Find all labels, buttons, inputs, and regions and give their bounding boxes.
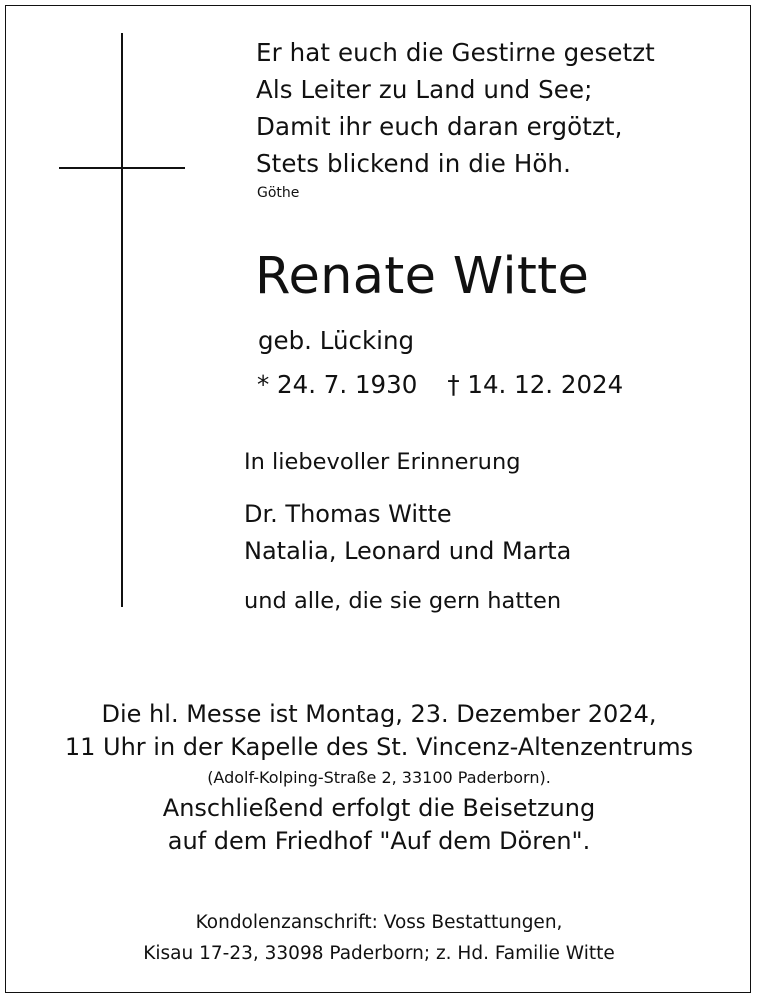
mourner-name: Dr. Thomas Witte (244, 500, 452, 528)
condolence-line: Kisau 17-23, 33098 Paderborn; z. Hd. Familie Witte (143, 943, 615, 964)
poem-line: Damit ihr euch daran ergötzt, (256, 112, 623, 141)
poem-author: Göthe (257, 185, 300, 201)
service-info (0, 698, 758, 858)
other-mourners: und alle, die sie gern hatten (244, 588, 562, 614)
service-line: Anschließend erfolgt die Beisetzung (162, 794, 596, 822)
service-line: auf dem Friedhof "Auf dem Dören". (167, 827, 591, 855)
remembrance-intro: In liebevoller Erinnerung (244, 449, 521, 475)
condolence-address (0, 907, 758, 969)
mourner-name: Natalia, Leonard und Marta (244, 537, 572, 565)
service-line: Die hl. Messe ist Montag, 23. Dezember 2024, (101, 700, 657, 728)
cross-icon (121, 33, 123, 607)
poem-line: Er hat euch die Gestirne gesetzt (256, 38, 655, 67)
maiden-name: geb. Lücking (258, 326, 415, 355)
condolence-line: Kondolenzanschrift: Voss Bestattungen, (195, 912, 563, 933)
cross-icon-crossbar (59, 167, 185, 169)
service-address: (Adolf-Kolping-Straße 2, 33100 Paderborn). (207, 768, 551, 787)
poem-line: Als Leiter zu Land und See; (256, 75, 593, 104)
mourner-names (244, 496, 571, 570)
deceased-name: Renate Witte (255, 247, 590, 306)
service-line: 11 Uhr in der Kapelle des St. Vincenz-Altenzentrums (64, 733, 694, 761)
poem-line: Stets blickend in die Höh. (256, 149, 571, 178)
poem (256, 34, 655, 182)
death-date: † 14. 12. 2024 (447, 370, 624, 399)
birth-date: * 24. 7. 1930 (257, 370, 418, 399)
life-dates (257, 370, 623, 399)
